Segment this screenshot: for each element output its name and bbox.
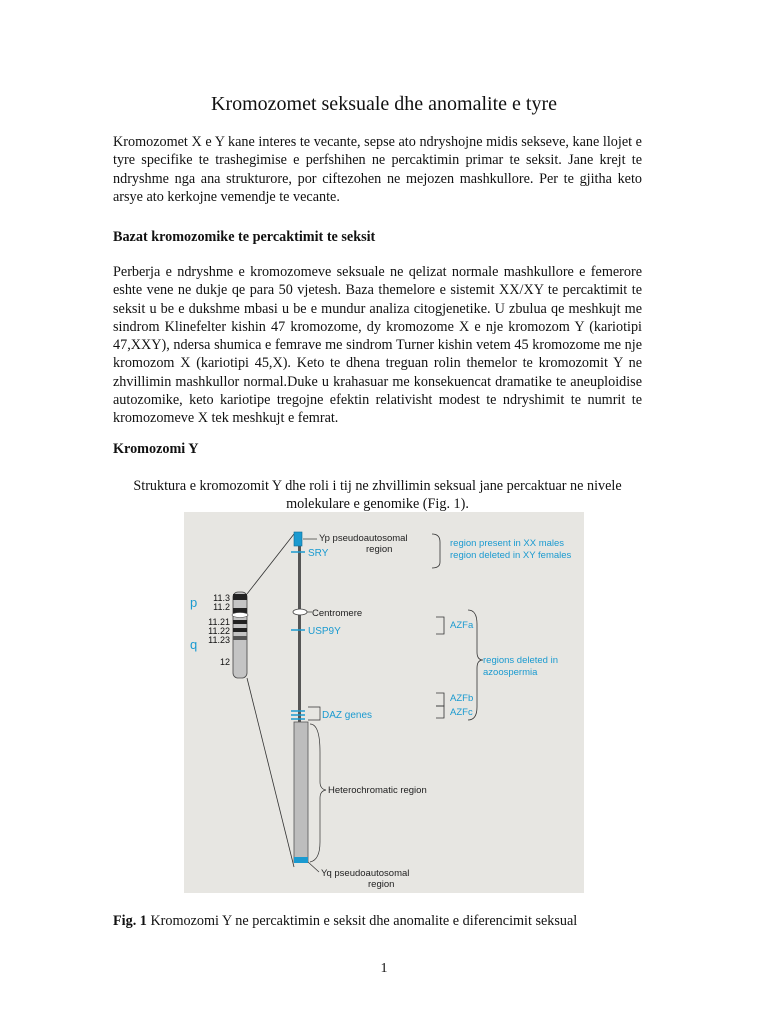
y-chromosome-intro-line-1: Struktura e kromozomit Y dhe roli i tij ne zhvillimin seksual jane percaktuar ne nivele (133, 478, 622, 494)
azfb-label: AZFb (450, 693, 474, 704)
band-label: 11.3 (213, 593, 230, 603)
region-deleted-xy-females-label: region deleted in XY females (450, 550, 572, 561)
figure-caption-text: Kromozomi Y ne percaktimin e seksit dhe anomalite e diferencimit seksual (146, 913, 578, 929)
intro-paragraph: Kromozomet X e Y kane interes te vecante, sepse ato ndryshojne midis sekseve, kane llojet e tyre specifike te trashegimise e perfshihen ne percaktimin primar te seksit. Jane krejt te ndryshme nga ana strukturore, por ciftezohen ne mejozen mashkullore. Per te gjitha keto arsye ato kerkojne vemendje te vecante. (113, 134, 642, 205)
azfc-label: AZFc (450, 707, 473, 718)
yq-region-label: region (368, 879, 395, 890)
p-arm-label: p (190, 595, 198, 610)
centromere-label: Centromere (312, 608, 363, 619)
daz-genes-label: DAZ genes (322, 710, 373, 721)
heterochromatic-region-label: Heterochromatic region (328, 785, 427, 796)
section-heading-sex-determination: Bazat kromozomike te percaktimit te seksit (113, 229, 376, 245)
sry-gene-label: SRY (308, 548, 329, 559)
band-label: 12 (219, 657, 230, 667)
band-label: 11.23 (208, 635, 230, 645)
y-chromosome-intro-line-2: molekulare e genomike (Fig. 1). (286, 496, 469, 512)
region-present-xx-males-label: region present in XX males (450, 538, 565, 549)
figure-caption-label: Fig. 1 (113, 913, 147, 929)
yq-pseudoautosomal-label: Yq pseudoautosomal (321, 868, 410, 879)
section-heading-y-chromosome: Kromozomi Y (113, 441, 199, 457)
regions-deleted-azoospermia-label: regions deleted in (483, 655, 558, 666)
figure-background (184, 512, 584, 893)
sex-determination-paragraph: Perberja e ndryshme e kromozomeve seksuale ne qelizat normale mashkullore e femerore eshte vene ne dukje qe para 50 vjetesh. Baza themelore e sistemit XX/XY te percaktimit te seksit u be e dukshme mbasi u be e mundur analiza citogjenetike. U zbulua qe meshkujt me sindrom Klinefelter kishin 47 kromozome, dy kromozome X e nje kromozom Y (kariotipi 47,XXY), ndersa shumica e femrave me sindrom Turner kishin vetem 45 kromozome me nje kromozom X (kariotipi 45,X). Keto te dhena treguan rolin themelor te kromozomit Y ne zhvillimin mashkullor normal.Duke u krahasuar me konsekuencat dramatike te aneuploidise autozomike, keto kariotipe tregojne efektin relativisht modest te ndryshimit te numrit te kromozomeve X tek meshkujt e femrat. (113, 264, 642, 427)
band-label: 11.21 (208, 617, 230, 627)
usp9y-gene-label: USP9Y (308, 626, 341, 637)
q-arm-label: q (190, 637, 198, 652)
azfa-label: AZFa (450, 620, 474, 631)
document-title: Kromozomet seksuale dhe anomalite e tyre (211, 93, 557, 115)
band-label: 11.2 (213, 602, 230, 612)
yp-pseudoautosomal-label: Yp pseudoautosomal (319, 533, 408, 544)
page-number: 1 (380, 961, 388, 976)
band-label: 11.22 (208, 626, 230, 636)
figure-caption (113, 913, 577, 930)
yp-region-label: region (366, 544, 393, 555)
azoospermia-label: azoospermia (483, 667, 538, 678)
y-chromosome-figure (184, 512, 584, 893)
